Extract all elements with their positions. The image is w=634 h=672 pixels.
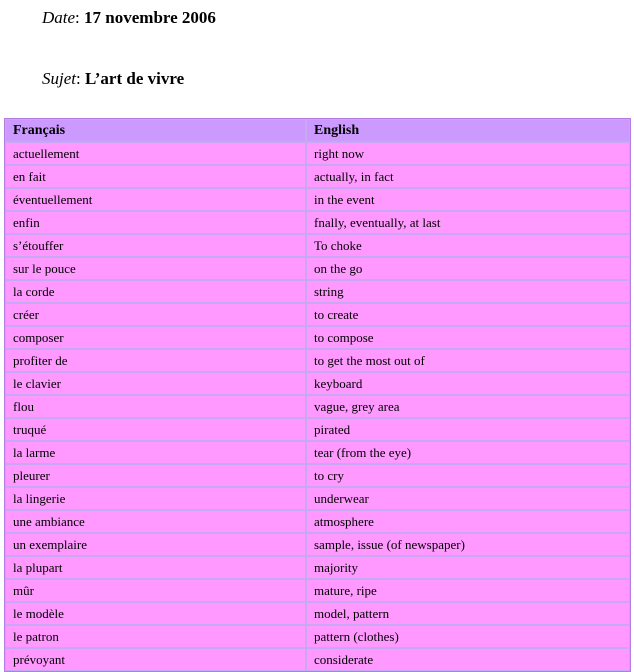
vocabulary-table <box>4 118 631 672</box>
french-term-cell: prévoyant <box>5 648 306 671</box>
french-term-cell: éventuellement <box>5 188 306 211</box>
french-term-cell: composer <box>5 326 306 349</box>
table-row <box>5 556 630 579</box>
english-translation-cell: on the go <box>306 257 630 280</box>
english-translation-cell: tear (from the eye) <box>306 441 630 464</box>
english-translation-cell: in the event <box>306 188 630 211</box>
french-term-cell: la lingerie <box>5 487 306 510</box>
table-row <box>5 441 630 464</box>
table-row <box>5 395 630 418</box>
french-term-cell: s’étouffer <box>5 234 306 257</box>
french-term-cell: actuellement <box>5 142 306 165</box>
english-translation-cell: sample, issue (of newspaper) <box>306 533 630 556</box>
english-translation-cell: pattern (clothes) <box>306 625 630 648</box>
english-translation-cell: to compose <box>306 326 630 349</box>
french-term-cell: profiter de <box>5 349 306 372</box>
english-translation-cell: right now <box>306 142 630 165</box>
english-translation-cell: mature, ripe <box>306 579 630 602</box>
french-term-cell: sur le pouce <box>5 257 306 280</box>
table-row <box>5 510 630 533</box>
english-translation-cell: to create <box>306 303 630 326</box>
table-row <box>5 142 630 165</box>
english-translation-cell: fnally, eventually, at last <box>306 211 630 234</box>
table-row <box>5 579 630 602</box>
french-term-cell: truqué <box>5 418 306 441</box>
table-row <box>5 188 630 211</box>
table-row <box>5 211 630 234</box>
french-term-cell: flou <box>5 395 306 418</box>
column-header-english: English <box>306 119 630 142</box>
table-row <box>5 257 630 280</box>
vocabulary-table-body <box>5 142 630 671</box>
english-translation-cell: pirated <box>306 418 630 441</box>
table-header-row <box>5 119 630 142</box>
french-term-cell: un exemplaire <box>5 533 306 556</box>
date-label: Date <box>42 8 76 27</box>
french-term-cell: la corde <box>5 280 306 303</box>
french-term-cell: la plupart <box>5 556 306 579</box>
english-translation-cell: vague, grey area <box>306 395 630 418</box>
column-header-french: Français <box>5 119 306 142</box>
french-term-cell: le patron <box>5 625 306 648</box>
subject-value: L’art de vivre <box>84 69 185 88</box>
english-translation-cell: actually, in fact <box>306 165 630 188</box>
table-row <box>5 602 630 625</box>
french-term-cell: pleurer <box>5 464 306 487</box>
french-term-cell: le modèle <box>5 602 306 625</box>
table-row <box>5 165 630 188</box>
english-translation-cell: string <box>306 280 630 303</box>
date-line: Date: 17 novembre 2006 <box>42 8 216 27</box>
table-row <box>5 464 630 487</box>
table-row <box>5 303 630 326</box>
table-row <box>5 533 630 556</box>
date-value: 17 novembre 2006 <box>84 8 216 27</box>
english-translation-cell: underwear <box>306 487 630 510</box>
table-row <box>5 280 630 303</box>
subject-line: Sujet: L’art de vivre <box>42 69 185 88</box>
french-term-cell: une ambiance <box>5 510 306 533</box>
table-row <box>5 326 630 349</box>
french-term-cell: la larme <box>5 441 306 464</box>
english-translation-cell: majority <box>306 556 630 579</box>
english-translation-cell: keyboard <box>306 372 630 395</box>
table-row <box>5 372 630 395</box>
english-translation-cell: considerate <box>306 648 630 671</box>
french-term-cell: en fait <box>5 165 306 188</box>
english-translation-cell: To choke <box>306 234 630 257</box>
french-term-cell: mûr <box>5 579 306 602</box>
table-row <box>5 648 630 671</box>
french-term-cell: le clavier <box>5 372 306 395</box>
table-row <box>5 349 630 372</box>
english-translation-cell: model, pattern <box>306 602 630 625</box>
french-term-cell: créer <box>5 303 306 326</box>
table-row <box>5 625 630 648</box>
table-row <box>5 234 630 257</box>
english-translation-cell: to get the most out of <box>306 349 630 372</box>
english-translation-cell: atmosphere <box>306 510 630 533</box>
english-translation-cell: to cry <box>306 464 630 487</box>
table-row <box>5 487 630 510</box>
subject-label: Sujet <box>42 69 76 88</box>
table-row <box>5 418 630 441</box>
french-term-cell: enfin <box>5 211 306 234</box>
